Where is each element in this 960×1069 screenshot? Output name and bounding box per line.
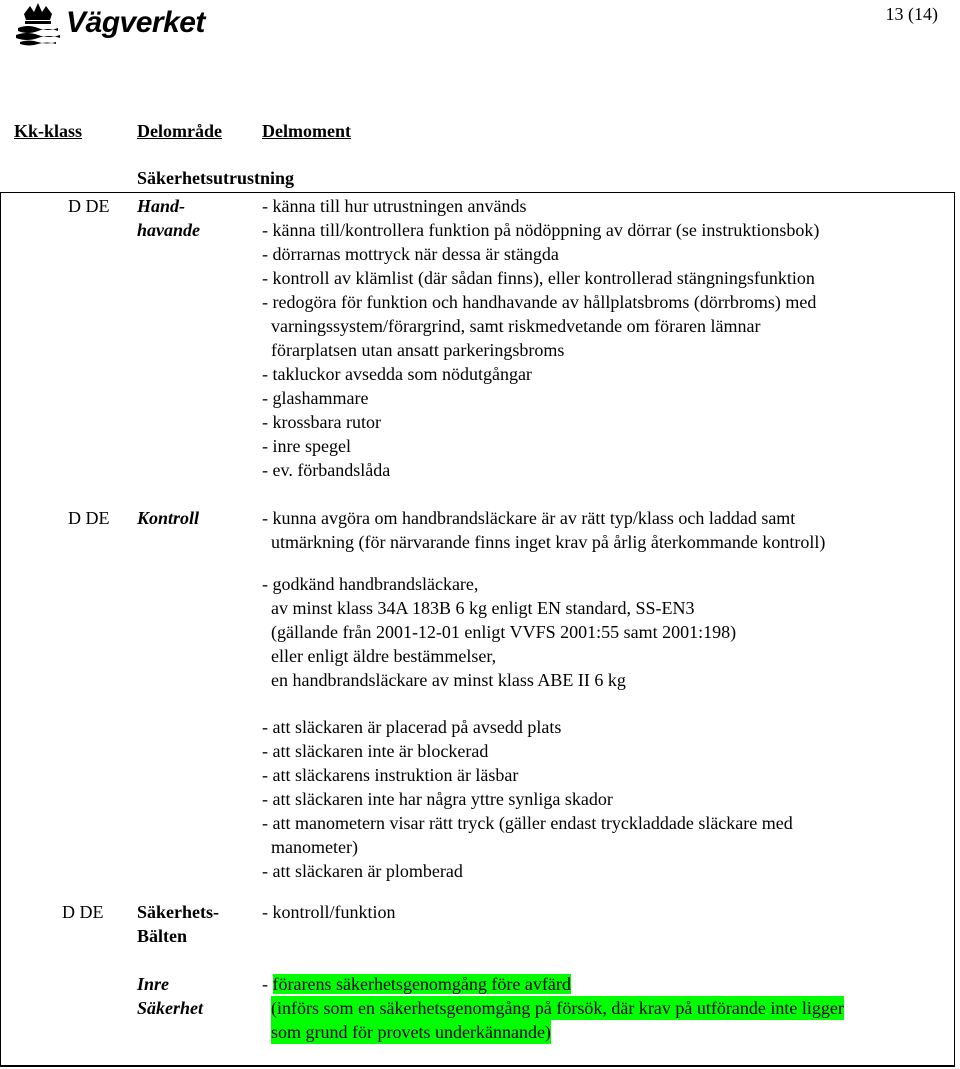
list-item-continuation: förarplatsen utan ansatt parkeringsbroms [271, 340, 565, 360]
area-label: havande [137, 220, 200, 240]
list-item: - dörrarnas mottryck när dessa är stängda [262, 244, 559, 264]
area-label: Säkerhet [137, 998, 204, 1018]
list-item-continuation: av minst klass 34A 183B 6 kg enligt EN standard, SS-EN3 [271, 598, 695, 618]
list-item: - förarens säkerhetsgenomgång före avfärd [262, 974, 571, 994]
page-number: 13 (14) [885, 4, 938, 24]
list-item: - kontroll av klämlist (där sådan finns), eller kontrollerad stängningsfunktion [262, 268, 815, 288]
list-item: - att släckarens instruktion är läsbar [262, 765, 519, 785]
list-item: - glashammare [262, 388, 369, 408]
section-title: Säkerhetsutrustning [137, 168, 295, 188]
list-item: - godkänd handbrandsläckare, [262, 574, 479, 594]
column-header-kk-klass: Kk-klass [14, 121, 83, 141]
list-item: - takluckor avsedda som nödutgångar [262, 364, 532, 384]
list-item-continuation: en handbrandsläckare av minst klass ABE II 6 kg [271, 670, 626, 690]
kk-class: D DE [68, 508, 110, 528]
list-item: - kunna avgöra om handbrandsläckare är av rätt typ/klass och laddad samt [262, 508, 796, 528]
list-item-continuation: utmärkning (för närvarande finns inget krav på årlig återkommande kontroll) [271, 532, 826, 552]
list-item: - känna till/kontrollera funktion på nödöppning av dörrar (se instruktionsbok) [262, 220, 820, 240]
list-item-continuation: (gällande från 2001-12-01 enligt VVFS 2001:55 samt 2001:198) [271, 622, 737, 642]
list-item-continuation: eller enligt äldre bestämmelser, [271, 646, 497, 666]
list-item: - inre spegel [262, 436, 351, 456]
list-item: - känna till hur utrustningen används [262, 196, 527, 216]
kk-class: D DE [62, 902, 104, 922]
highlighted-text: förarens säkerhetsgenomgång före avfärd [272, 974, 571, 994]
column-header-delomrade: Delområde [137, 121, 222, 141]
column-header-delmoment: Delmoment [262, 121, 351, 141]
list-item: - krossbara rutor [262, 412, 381, 432]
list-item: - kontroll/funktion [262, 902, 396, 922]
area-label: Säkerhets- [137, 902, 219, 922]
area-label: Hand- [137, 196, 186, 216]
highlighted-text: som grund för provets underkännande) [271, 1022, 551, 1042]
crown-logo-icon [14, 0, 62, 46]
list-item: - att manometern visar rätt tryck (gäller endast tryckladdade släckare med [262, 813, 793, 833]
list-item-continuation: manometer) [271, 837, 358, 857]
area-label: Kontroll [137, 508, 200, 528]
logo-wordmark: Vägverket [66, 6, 205, 39]
list-item: - att släckaren inte har några yttre synliga skador [262, 789, 613, 809]
highlighted-text: (införs som en säkerhetsgenomgång på försök, där krav på utförande inte ligger [271, 998, 844, 1018]
list-item: - ev. förbandslåda [262, 460, 391, 480]
list-item: - att släckaren inte är blockerad [262, 741, 489, 761]
list-item: - att släckaren är plomberad [262, 861, 463, 881]
list-item: - att släckaren är placerad på avsedd plats [262, 717, 562, 737]
list-item: - redogöra för funktion och handhavande av hållplatsbroms (dörrbroms) med [262, 292, 817, 312]
area-label: Bälten [137, 926, 188, 946]
list-item-continuation: varningssystem/förargrind, samt riskmedvetande om föraren lämnar [271, 316, 761, 336]
kk-class: D DE [68, 196, 110, 216]
area-label: Inre [137, 974, 170, 994]
